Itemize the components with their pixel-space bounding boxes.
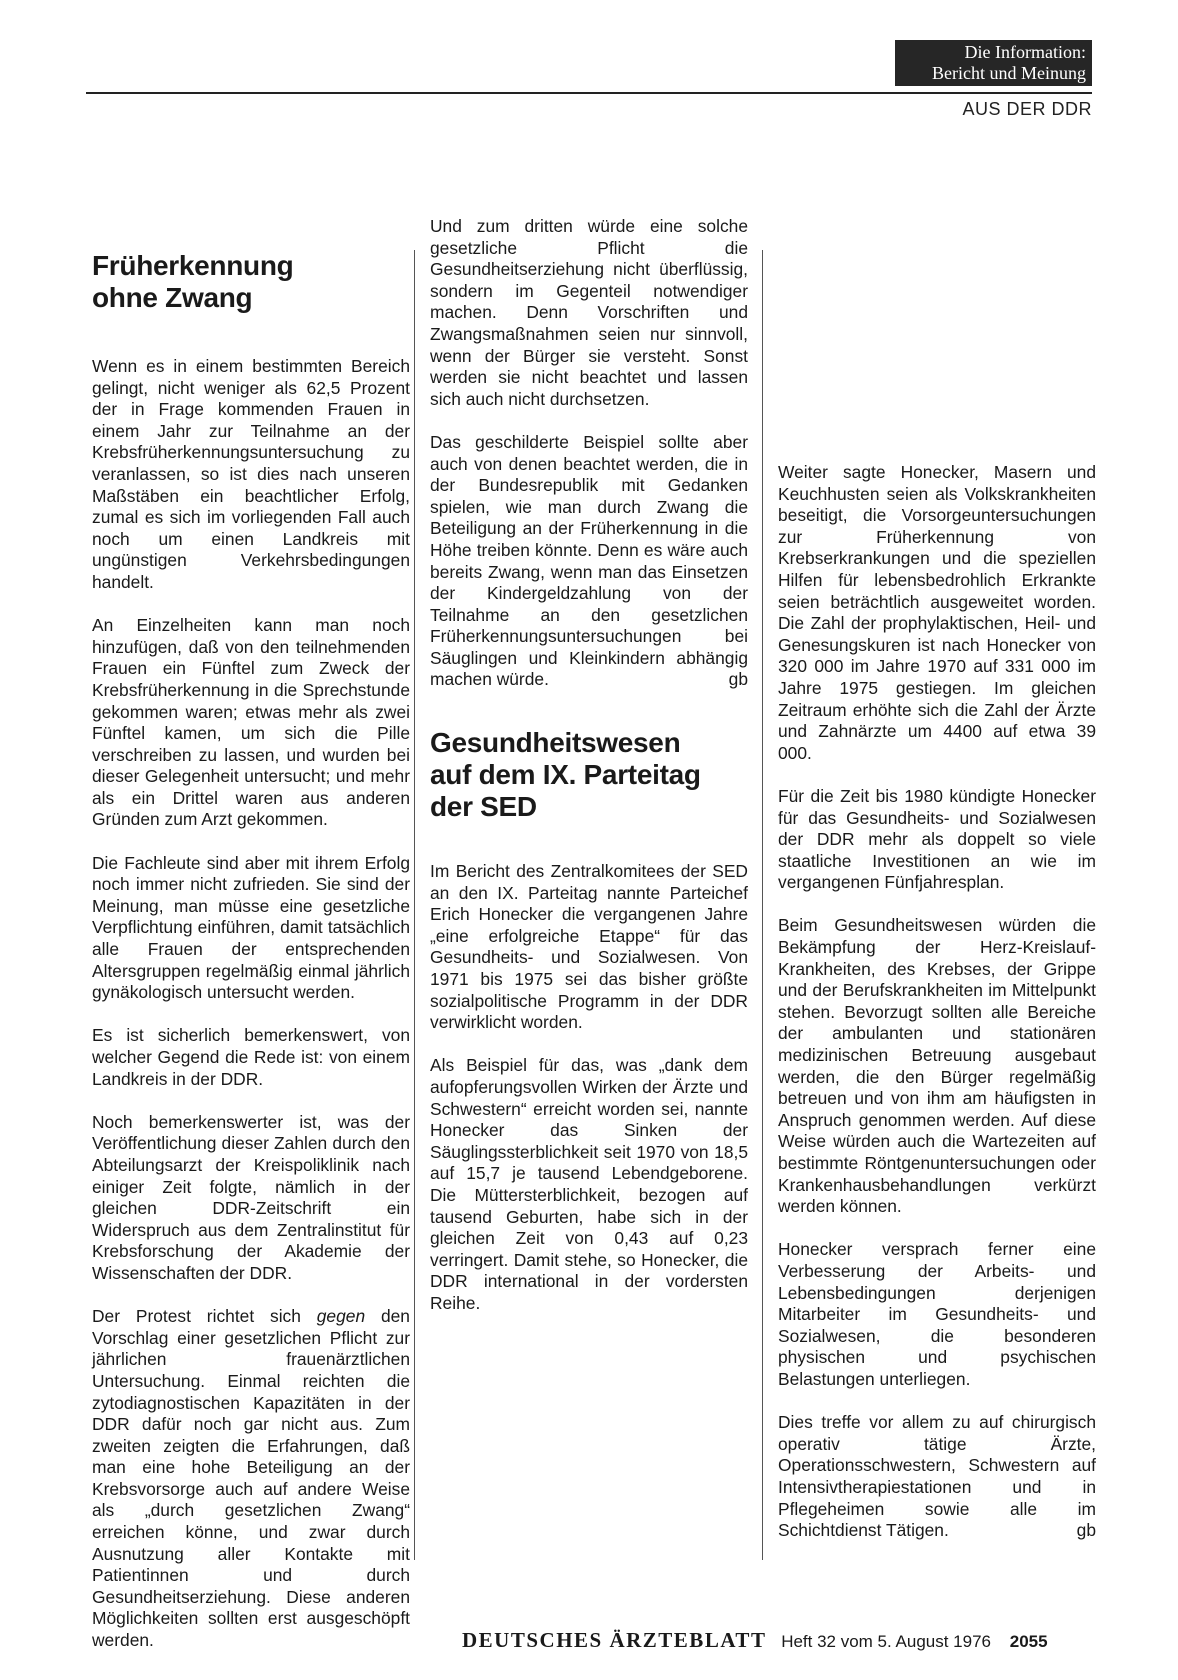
article-2-paragraph-1: Im Bericht des Zentralkomitees der SED an den IX. Parteitag nannte Parteichef Erich Honecker die vergangenen Jahre „eine erfolgreiche Etappe“ für das Gesundheits- und Sozialwesen. Von 1971 bis 1975 sei das bisher größte sozialpolitische Programm in der DDR verwirklicht worden.: [430, 861, 748, 1033]
article-1-title: [92, 250, 410, 314]
issue-info: Heft 32 vom 5. August 1976: [781, 1632, 991, 1651]
paragraph-6-lead: Der Protest richtet sich: [92, 1306, 317, 1327]
article-1-title-line-1: Früherkennung: [92, 250, 294, 281]
article-1-paragraph-8: [430, 432, 748, 691]
article-2-title-line-3: der SED: [430, 791, 537, 823]
column-2: [430, 216, 748, 1336]
column-divider-2: [762, 250, 763, 1560]
badge-line-1: Die Information:: [964, 42, 1086, 62]
paragraph-6-rest: den Vorschlag einer gesetzlichen Pflicht zur jährlichen frauenärztlichen Untersuchung. Einmal reichten die zytodiagnostischen Kapazitäten in der DDR dafür noch gar nicht aus. Zum zweiten zeigten die Erfahrungen, daß man eine hohe Beteiligung an der Krebsvorsorge auch auf andere Weise als „durch gesetzlichen Zwang“ erreichen könne, und zwar durch Ausnutzung aller Kontakte mit Patientinnen und durch Gesundheitserziehung. Diese anderen Möglichkeiten sollten erst ausgeschöpft werden.: [92, 1306, 410, 1651]
article-1-title-line-2: ohne Zwang: [92, 282, 253, 313]
department-badge: [895, 40, 1092, 86]
paragraph-8-text: Das geschilderte Beispiel sollte aber auch von denen beachtet werden, die in der Bundesrepublik mit Gedanken spielen, wie man durch Zwang die Beteiligung an der Früherkennung in die Höhe treiben könnte. Denn es wäre auch bereits Zwang, wenn man das Einsetzen der Kindergeldzahlung von der Teilnahme an den gesetzlichen Früherkennungsuntersuchungen bei Säuglingen und Kleinkindern abhängig machen würde.: [430, 431, 748, 690]
article-1-paragraph-3: Die Fachleute sind aber mit ihrem Erfolg noch immer nicht zufrieden. Sie sind der Meinung, man müsse eine gesetzliche Verpflichtung einführen, damit tatsächlich alle Frauen der entsprechenden Altersgruppen regelmäßig einmal jährlich gynäkologisch untersucht werden.: [92, 852, 410, 1003]
article-1-signature: gb: [728, 669, 748, 690]
article-2-paragraph-6: Honecker versprach ferner eine Verbesserung der Arbeits- und Lebensbedingungen derjenigen Mitarbeiter im Gesundheits- und Sozialwesen, die besonderen physischen und psychischen Belastungen unterliegen.: [778, 1239, 1096, 1389]
article-2-title-line-2: auf dem IX. Parteitag: [430, 759, 701, 791]
paragraph-7-text: Dies treffe vor allem zu auf chirurgisch operativ tätige Ärzte, Operationsschwestern, Schwestern auf Intensivtherapiestationen und in Pflegeheimen sowie alle im Schichtdienst Tätigen.: [778, 1412, 1096, 1541]
page-number: 2055: [1009, 1632, 1048, 1651]
article-1-paragraph-7: Und zum dritten würde eine solche gesetzliche Pflicht die Gesundheitserziehung nicht überflüssig, sondern im Gegenteil notwendiger machen. Denn Vorschriften und Zwangsmaßnahmen seien nur sinnvoll, wenn der Bürger sie versteht. Sonst werden sie nicht beachtet und lassen sich auch nicht durchsetzen.: [430, 216, 748, 409]
article-2-signature: gb: [1076, 1520, 1096, 1541]
page-footer: [462, 1628, 1094, 1654]
badge-line-2: Bericht und Meinung: [932, 63, 1086, 83]
column-divider-1: [414, 250, 415, 1560]
article-2-paragraph-5: Beim Gesundheitswesen würden die Bekämpfung der Herz-Kreislauf-Krankheiten, des Krebses, der Grippe und der Berufskrankheiten im Mittelpunkt stehen. Bevorzugt sollten alle Bereiche der ambulanten und stationären medizinischen Betreuung ausgebaut werden, die den Bürger regelmäßig betreuen und von ihm am häufigsten in Anspruch genommen werden. Auf diese Weise würden auch die Wartezeiten auf bestimmte Röntgenuntersuchungen oder Krankenhausbehandlungen verkürzt werden können.: [778, 915, 1096, 1217]
column-3: [778, 462, 1096, 1563]
header-rule: [86, 92, 1092, 94]
article-2-title: [430, 727, 748, 823]
article-1-paragraph-1: Wenn es in einem bestimmten Bereich gelingt, nicht weniger als 62,5 Prozent der in Frage kommenden Frauen in einem Jahr zur Teilnahme an der Krebsfrüherkennungsuntersuchung zu veranlassen, so ist dies nach unseren Maßstäben ein beachtlicher Erfolg, zumal es sich im vorliegenden Fall auch noch um einen Landkreis mit ungünstigen Verkehrsbedingungen handelt.: [92, 356, 410, 592]
section-label: AUS DER DDR: [962, 99, 1092, 119]
column-1: [92, 248, 410, 1673]
journal-name: DEUTSCHES ÄRZTEBLATT: [462, 1628, 767, 1652]
article-1-paragraph-5: Noch bemerkenswerter ist, was der Veröffentlichung dieser Zahlen durch den Abteilungsarzt der Kreispoliklinik nach einiger Zeit folgte, nämlich in der gleichen DDR-Zeitschrift ein Widerspruch aus dem Zentralinstitut für Krebsforschung der Akademie der Wissenschaften der DDR.: [92, 1111, 410, 1283]
article-1-paragraph-4: Es ist sicherlich bemerkenswert, von welcher Gegend die Rede ist: von einem Landkreis in der DDR.: [92, 1025, 410, 1089]
article-1-paragraph-6: [92, 1306, 410, 1652]
article-2-paragraph-4: Für die Zeit bis 1980 kündigte Honecker für das Gesundheits- und Sozialwesen der DDR mehr als doppelt so viele staatliche Investitionen an wie im vergangenen Fünfjahresplan.: [778, 785, 1096, 893]
emphasis-gegen: gegen: [316, 1306, 366, 1327]
article-2-paragraph-3: Weiter sagte Honecker, Masern und Keuchhusten seien als Volkskrankheiten beseitigt, die Vorsorgeuntersuchungen zur Früherkennung von Krebserkrankungen und die speziellen Hilfen für lebensbedrohlich Erkrankte seien beträchtlich ausgeweitet worden. Die Zahl der prophylaktischen, Heil- und Genesungskuren ist nach Honecker von 320 000 im Jahre 1970 auf 331 000 im Jahre 1975 gestiegen. Im gleichen Zeitraum erhöhte sich die Zahl der Ärzte und Zahnärzte um 4400 auf etwa 39 000.: [778, 462, 1096, 763]
article-2-title-line-1: Gesundheitswesen: [430, 727, 681, 759]
article-2-paragraph-7: [778, 1412, 1096, 1542]
article-1-paragraph-2: An Einzelheiten kann man noch hinzufügen, daß von den teilnehmenden Frauen ein Fünftel zum Zweck der Krebsfrüherkennung in die Sprechstunde gekommen waren; etwas mehr als zwei Fünftel kamen, um sich die Pille verschreiben zu lassen, und wurden bei dieser Gelegenheit untersucht; und mehr als ein Drittel waren aus anderen Gründen zum Arzt gekommen.: [92, 615, 410, 830]
article-2-paragraph-2: Als Beispiel für das, was „dank dem aufopferungsvollen Wirken der Ärzte und Schwestern“ erreicht worden sei, nannte Honecker das Sinken der Säuglingssterblichkeit seit 1970 von 18,5 auf 15,7 je tausend Lebendgeborene. Die Müttersterblichkeit, bezogen auf tausend Geburten, habe sich in der gleichen Zeit von 0,43 auf 0,23 verringert. Damit stehe, so Honecker, die DDR international in der vordersten Reihe.: [430, 1055, 748, 1313]
